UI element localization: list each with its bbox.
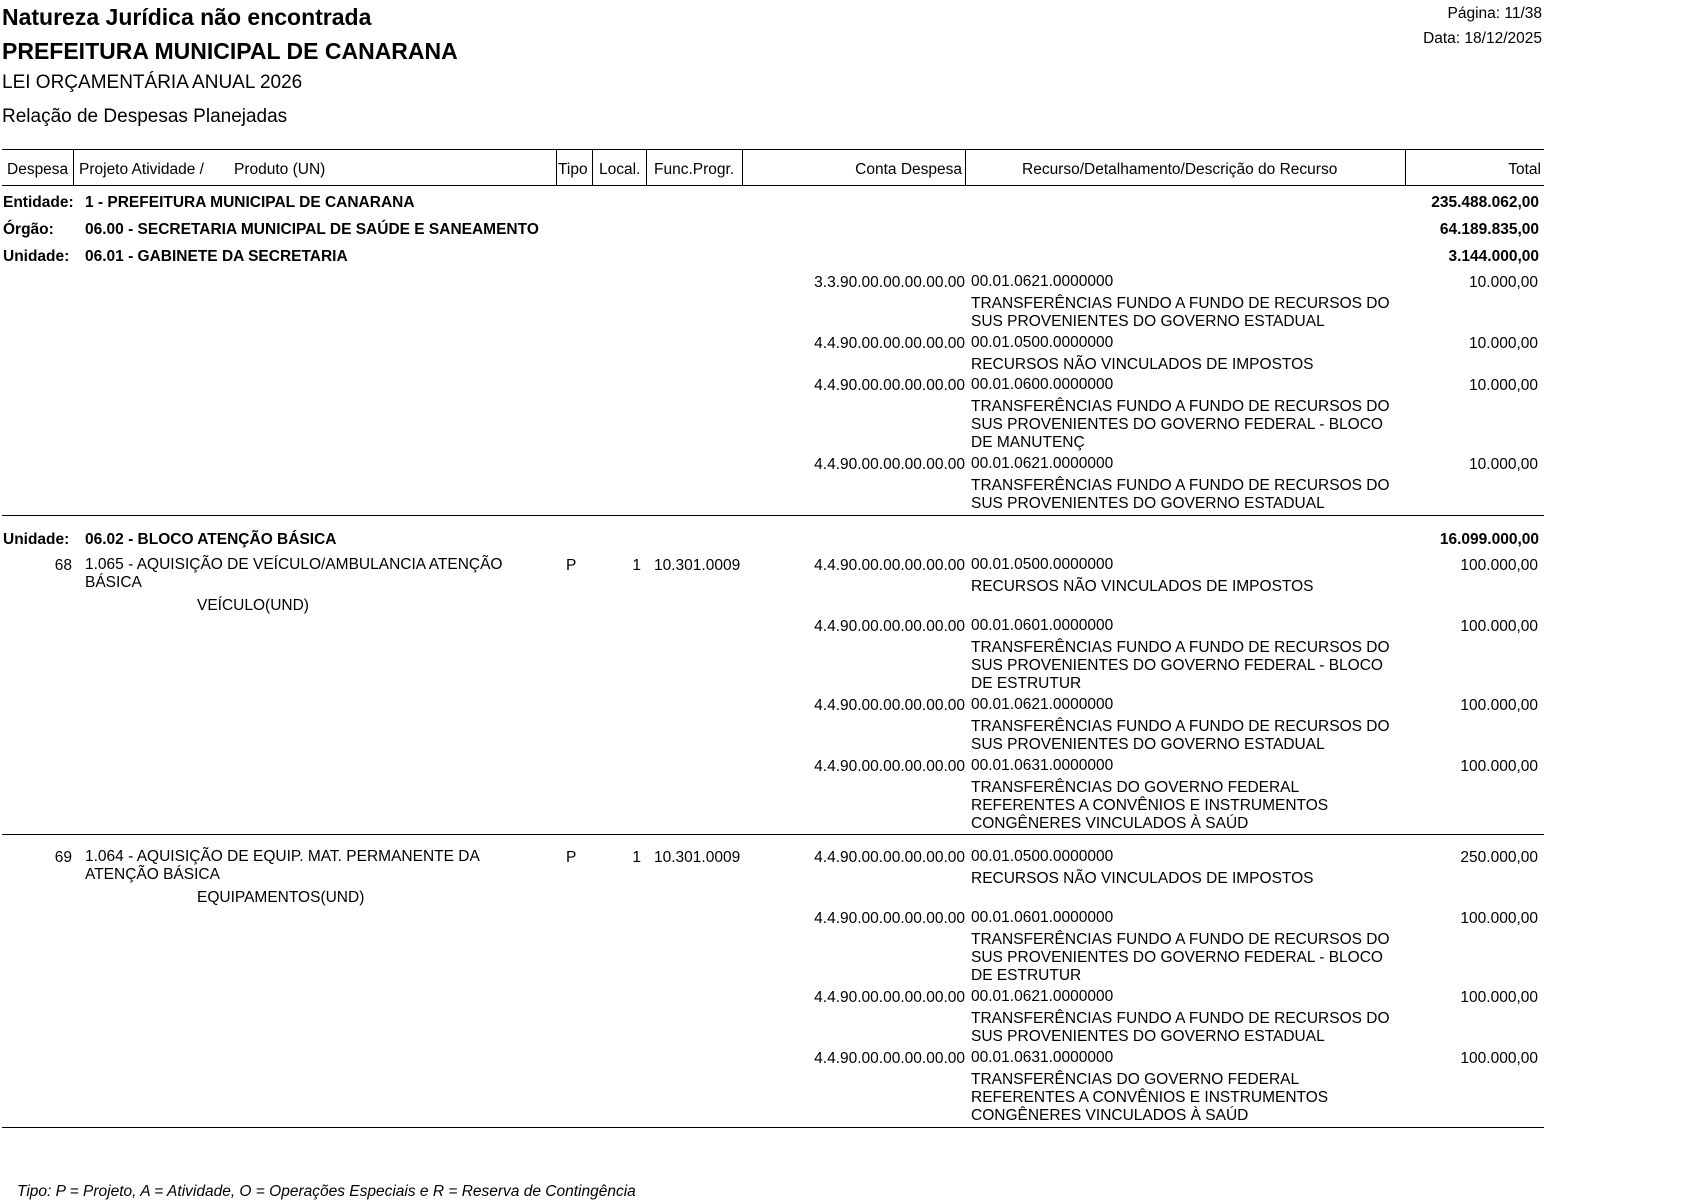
recurso-description: TRANSFERÊNCIAS FUNDO A FUNDO DE RECURSOS DO SUS PROVENIENTES DO GOVERNO FEDERAL - BLOCO DE ESTRUTUR: [971, 931, 1390, 984]
tipo: P: [566, 849, 577, 866]
despesa-number: 69: [54, 849, 72, 866]
col-conta: Conta Despesa: [855, 161, 962, 178]
recurso-description: RECURSOS NÃO VINCULADOS DE IMPOSTOS: [971, 870, 1314, 887]
header-top-rule: [2, 149, 1544, 150]
recurso-description: RECURSOS NÃO VINCULADOS DE IMPOSTOS: [971, 578, 1314, 595]
conta-despesa: 4.4.90.00.00.00.00.00: [814, 557, 965, 574]
report-date: Data: 18/12/2025: [1423, 30, 1542, 47]
row-total: 250.000,00: [1460, 849, 1538, 866]
conta-despesa: 4.4.90.00.00.00.00.00: [814, 335, 965, 352]
row-total: 100.000,00: [1460, 989, 1538, 1006]
recurso-description: RECURSOS NÃO VINCULADOS DE IMPOSTOS: [971, 356, 1314, 373]
recurso-description: TRANSFERÊNCIAS FUNDO A FUNDO DE RECURSOS DO SUS PROVENIENTES DO GOVERNO FEDERAL - BLOCO DE MANUTENÇ: [971, 398, 1390, 451]
row-total: 100.000,00: [1460, 910, 1538, 927]
recurso-description: TRANSFERÊNCIAS FUNDO A FUNDO DE RECURSOS DO SUS PROVENIENTES DO GOVERNO ESTADUAL: [971, 295, 1390, 330]
produto-unidade: VEÍCULO(UND): [197, 597, 309, 614]
row-total: 100.000,00: [1460, 758, 1538, 775]
conta-despesa: 4.4.90.00.00.00.00.00: [814, 910, 965, 927]
col-produto: Produto (UN): [234, 161, 326, 178]
col-total: Total: [1508, 161, 1541, 178]
entidade-value: 1 - PREFEITURA MUNICIPAL DE CANARANA: [85, 194, 415, 211]
recurso-description: TRANSFERÊNCIAS FUNDO A FUNDO DE RECURSOS DO SUS PROVENIENTES DO GOVERNO ESTADUAL: [971, 718, 1390, 753]
section-rule: [2, 515, 1544, 516]
col-divider: [646, 150, 647, 185]
orgao-label: Órgão:: [3, 221, 54, 238]
unidade-value: 06.01 - GABINETE DA SECRETARIA: [85, 248, 348, 265]
orgao-total: 64.189.835,00: [1439, 221, 1539, 238]
col-divider: [965, 150, 966, 185]
recurso-code: 00.01.0631.0000000: [971, 757, 1114, 774]
conta-despesa: 4.4.90.00.00.00.00.00: [814, 697, 965, 714]
lei-title: LEI ORÇAMENTÁRIA ANUAL 2026: [2, 72, 303, 93]
row-total: 10.000,00: [1469, 456, 1538, 473]
recurso-description: TRANSFERÊNCIAS FUNDO A FUNDO DE RECURSOS DO SUS PROVENIENTES DO GOVERNO FEDERAL - BLOCO DE ESTRUTUR: [971, 639, 1390, 692]
row-total: 10.000,00: [1469, 274, 1538, 291]
recurso-code: 00.01.0500.0000000: [971, 556, 1114, 573]
row-total: 100.000,00: [1460, 1050, 1538, 1067]
relacao-title: Relação de Despesas Planejadas: [2, 106, 288, 127]
entidade-label: Entidade:: [3, 194, 74, 211]
unidade-total: 16.099.000,00: [1439, 531, 1539, 548]
despesa-separator: [2, 834, 1544, 835]
entidade-total: 235.488.062,00: [1431, 194, 1539, 211]
unidade-total: 3.144.000,00: [1448, 248, 1539, 265]
col-divider: [592, 150, 593, 185]
conta-despesa: 3.3.90.00.00.00.00.00: [814, 274, 965, 291]
conta-despesa: 4.4.90.00.00.00.00.00: [814, 1050, 965, 1067]
conta-despesa: 4.4.90.00.00.00.00.00: [814, 849, 965, 866]
recurso-code: 00.01.0621.0000000: [971, 273, 1114, 290]
col-divider: [1405, 150, 1406, 185]
col-recurso: Recurso/Detalhamento/Descrição do Recurso: [1022, 161, 1338, 178]
row-total: 100.000,00: [1460, 557, 1538, 574]
col-projeto: Projeto Atividade /: [79, 161, 204, 178]
col-divider: [73, 150, 74, 185]
conta-despesa: 4.4.90.00.00.00.00.00: [814, 989, 965, 1006]
col-divider: [742, 150, 743, 185]
func-progr: 10.301.0009: [654, 849, 741, 866]
col-tipo: Tipo: [558, 161, 588, 178]
recurso-code: 00.01.0621.0000000: [971, 696, 1114, 713]
report-title: Natureza Jurídica não encontrada: [2, 4, 372, 30]
recurso-code: 00.01.0600.0000000: [971, 376, 1114, 393]
page-number: Página: 11/38: [1447, 5, 1542, 22]
unidade-label: Unidade:: [3, 248, 70, 265]
col-func: Func.Progr.: [654, 161, 735, 178]
conta-despesa: 4.4.90.00.00.00.00.00: [814, 618, 965, 635]
header-bottom-rule: [2, 185, 1544, 186]
projeto-atividade: 1.064 - AQUISIÇÃO DE EQUIP. MAT. PERMANENTE DA ATENÇÃO BÁSICA: [85, 848, 479, 883]
col-divider: [556, 150, 557, 185]
func-progr: 10.301.0009: [654, 557, 741, 574]
recurso-description: TRANSFERÊNCIAS DO GOVERNO FEDERAL REFERENTES A CONVÊNIOS E INSTRUMENTOS CONGÊNERES VINCULADOS À SAÚD: [971, 1071, 1329, 1124]
unidade-value: 06.02 - BLOCO ATENÇÃO BÁSICA: [85, 531, 337, 548]
local: 1: [632, 557, 641, 574]
col-despesa: Despesa: [7, 161, 69, 178]
row-total: 100.000,00: [1460, 618, 1538, 635]
row-total: 100.000,00: [1460, 697, 1538, 714]
recurso-description: TRANSFERÊNCIAS DO GOVERNO FEDERAL REFERENTES A CONVÊNIOS E INSTRUMENTOS CONGÊNERES VINCULADOS À SAÚD: [971, 779, 1329, 832]
conta-despesa: 4.4.90.00.00.00.00.00: [814, 377, 965, 394]
recurso-code: 00.01.0601.0000000: [971, 909, 1114, 926]
row-total: 10.000,00: [1469, 377, 1538, 394]
unidade-label: Unidade:: [3, 531, 70, 548]
recurso-code: 00.01.0601.0000000: [971, 617, 1114, 634]
recurso-code: 00.01.0500.0000000: [971, 334, 1114, 351]
footer-legend: Tipo: P = Projeto, A = Atividade, O = Operações Especiais e R = Reserva de Contingência: [17, 1183, 636, 1200]
produto-unidade: EQUIPAMENTOS(UND): [197, 889, 365, 906]
recurso-code: 00.01.0631.0000000: [971, 1049, 1114, 1066]
recurso-code: 00.01.0500.0000000: [971, 848, 1114, 865]
projeto-atividade: 1.065 - AQUISIÇÃO DE VEÍCULO/AMBULANCIA ATENÇÃO BÁSICA: [85, 556, 503, 591]
row-total: 10.000,00: [1469, 335, 1538, 352]
recurso-description: TRANSFERÊNCIAS FUNDO A FUNDO DE RECURSOS DO SUS PROVENIENTES DO GOVERNO ESTADUAL: [971, 477, 1390, 512]
orgao-value: 06.00 - SECRETARIA MUNICIPAL DE SAÚDE E SANEAMENTO: [85, 221, 539, 238]
local: 1: [632, 849, 641, 866]
recurso-code: 00.01.0621.0000000: [971, 455, 1114, 472]
despesa-number: 68: [54, 557, 72, 574]
prefeitura-name: PREFEITURA MUNICIPAL DE CANARANA: [2, 38, 458, 64]
conta-despesa: 4.4.90.00.00.00.00.00: [814, 456, 965, 473]
tipo: P: [566, 557, 577, 574]
col-local: Local.: [599, 161, 641, 178]
table-bottom-rule: [2, 1127, 1544, 1128]
recurso-code: 00.01.0621.0000000: [971, 988, 1114, 1005]
recurso-description: TRANSFERÊNCIAS FUNDO A FUNDO DE RECURSOS DO SUS PROVENIENTES DO GOVERNO ESTADUAL: [971, 1010, 1390, 1045]
conta-despesa: 4.4.90.00.00.00.00.00: [814, 758, 965, 775]
